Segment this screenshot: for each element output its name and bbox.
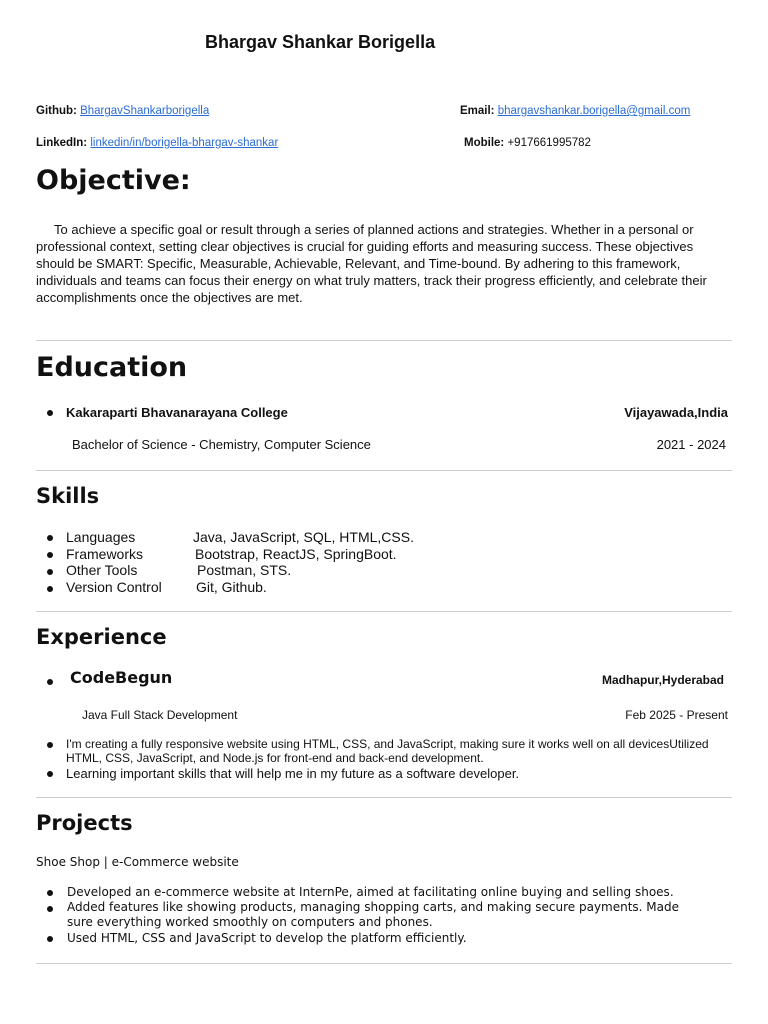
objective-text: To achieve a specific goal or result through a series of planned actions and strategies. Whether in a personal or professional context, setting clear objectives is crucial for guiding efforts and measuring success. These objectives should be SMART: Specific, Measurable, Achievable, Relevant, and Time-bound. By adhering to this framework, individuals and teams can focus their energy on what truly matters, track their progress efficiently, and celebrate their accomplishments once the objectives are met. [36, 222, 707, 305]
experience-point: I'm creating a fully responsive website using HTML, CSS, and JavaScript, making sure it works well on all devicesUtilized HTML, CSS, JavaScript, and Node.js for front-end and back-end development. [66, 737, 709, 765]
email-line [460, 105, 690, 117]
bullet-icon [47, 552, 53, 558]
bullet-icon [47, 742, 53, 748]
divider [36, 963, 732, 964]
skill-value: Java, JavaScript, SQL, HTML,CSS. [193, 529, 414, 545]
projects-heading: Projects [36, 811, 133, 835]
job-role: Java Full Stack Development [82, 708, 238, 722]
skill-label: Languages [66, 529, 136, 545]
bullet-icon [47, 569, 53, 575]
bullet-icon [47, 906, 53, 912]
github-line [36, 105, 209, 117]
experience-heading: Experience [36, 625, 167, 649]
bullet-icon [47, 771, 53, 777]
project-point: Added features like showing products, managing shopping carts, and making secure payments. Made sure everything worked smoothly on computers and phones. [67, 900, 680, 929]
github-label: Github: [36, 105, 77, 117]
project-point: Developed an e-commerce website at InternPe, aimed at facilitating online buying and selling shoes. [67, 885, 674, 899]
degree: Bachelor of Science - Chemistry, Computer Science [72, 437, 371, 452]
divider [36, 340, 732, 341]
skills-heading: Skills [36, 484, 100, 508]
skill-label: Frameworks [66, 546, 144, 562]
bullet-icon [47, 535, 53, 541]
bullet-icon [47, 586, 53, 592]
job-dates: Feb 2025 - Present [625, 708, 728, 722]
divider [36, 470, 732, 471]
company-name: CodeBegun [70, 668, 173, 687]
mobile-label: Mobile: [464, 137, 505, 149]
education-years: 2021 - 2024 [656, 437, 726, 452]
mobile-line [464, 137, 591, 149]
college-location: Vijayawada,India [624, 405, 728, 420]
linkedin-line [36, 137, 278, 149]
skill-value: Postman, STS. [197, 562, 292, 578]
resume-name: Bhargav Shankar Borigella [205, 32, 436, 52]
bullet-icon [47, 890, 53, 896]
mobile-value: +917661995782 [507, 137, 591, 149]
divider [36, 797, 732, 798]
project-title: Shoe Shop | e-Commerce website [36, 855, 239, 869]
bullet-icon [47, 410, 53, 416]
experience-point: Learning important skills that will help me in my future as a software developer. [66, 766, 520, 781]
email-link[interactable]: bhargavshankar.borigella@gmail.com [497, 105, 691, 117]
skill-label: Version Control [66, 579, 162, 595]
skill-label: Other Tools [66, 562, 138, 578]
college-name: Kakaraparti Bhavanarayana College [66, 405, 288, 420]
linkedin-label: LinkedIn: [36, 137, 88, 149]
divider [36, 611, 732, 612]
email-label: Email: [460, 105, 495, 117]
skill-value: Git, Github. [196, 579, 267, 595]
company-location: Madhapur,Hyderabad [601, 673, 724, 687]
education-heading: Education [36, 352, 188, 383]
skill-value: Bootstrap, ReactJS, SpringBoot. [195, 546, 397, 562]
bullet-icon [47, 679, 53, 685]
github-link[interactable]: BhargavShankarborigella [80, 105, 210, 117]
linkedin-link[interactable]: linkedin/in/borigella-bhargav-shankar [90, 137, 279, 149]
project-point: Used HTML, CSS and JavaScript to develop the platform efficiently. [67, 931, 467, 945]
bullet-icon [47, 936, 53, 942]
objective-heading: Objective: [36, 165, 191, 196]
